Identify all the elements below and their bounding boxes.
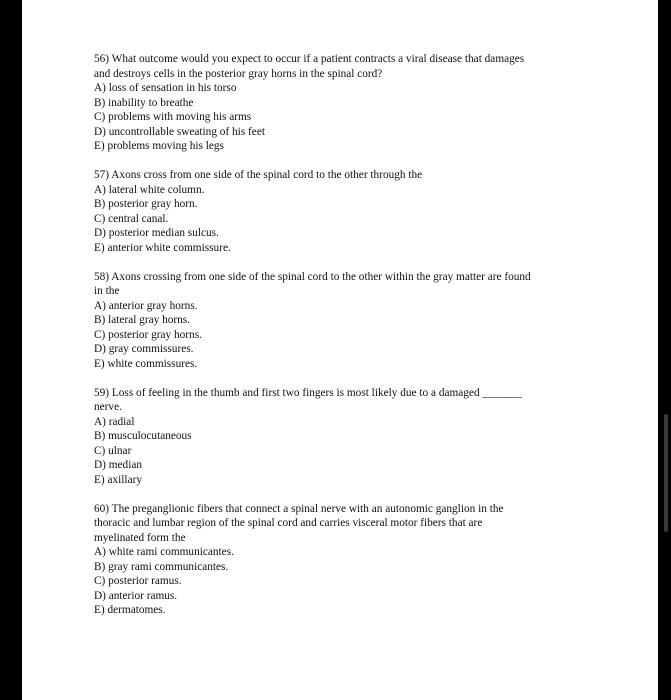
question-58 [94,270,594,372]
question-56 [94,52,594,154]
answer-option: A) anterior gray horns. [94,299,198,312]
question-stem: 57) Axons cross from one side of the spinal cord to the other through the [94,169,423,181]
answer-option: B) inability to breathe [94,96,194,109]
answer-option: D) anterior ramus. [94,589,178,602]
answer-option: B) gray rami communicantes. [94,560,229,573]
answer-option: E) white commissures. [94,357,198,370]
question-stem: 58) Axons crossing from one side of the spinal cord to the other within the gray matter are found in the [94,270,531,297]
answer-option: C) ulnar [94,444,132,457]
answer-option: B) posterior gray horn. [94,198,198,210]
question-57 [94,168,594,255]
question-59 [94,386,594,488]
answer-option: A) lateral white column. [94,183,205,196]
answer-option: A) loss of sensation in his torso [94,82,237,94]
answer-option: B) musculocutaneous [94,430,192,442]
question-stem: 60) The preganglionic fibers that connect a spinal nerve with an autonomic ganglion in the thoracic and lumbar region of the spinal cord and carries visceral motor fibers that are myelinated form the [94,502,504,544]
answer-option: E) problems moving his legs [94,140,224,152]
answer-option: B) lateral gray horns. [94,314,190,326]
answer-option: C) central canal. [94,212,169,225]
answer-option: C) posterior gray horns. [94,328,202,341]
answer-option: D) gray commissures. [94,343,194,355]
answer-option: A) white rami communicantes. [94,546,234,558]
vertical-scrollbar[interactable] [664,414,668,532]
answer-option: D) posterior median sulcus. [94,227,219,239]
answer-option: E) axillary [94,473,142,486]
question-60 [94,502,594,618]
answer-option: D) median [94,459,142,471]
answer-option: C) problems with moving his arms [94,111,252,123]
answer-option: C) posterior ramus. [94,575,182,587]
answer-option: D) uncontrollable sweating of his feet [94,125,265,138]
question-stem: 56) What outcome would you expect to occur if a patient contracts a viral disease that damages and destroys cells in the posterior gray horns in the spinal cord? [94,53,525,80]
question-list [94,52,594,632]
answer-option: E) dermatomes. [94,604,166,616]
answer-option: A) radial [94,415,135,428]
answer-option: E) anterior white commissure. [94,241,231,254]
question-stem: 59) Loss of feeling in the thumb and first two fingers is most likely due to a damaged _______ nerve. [94,386,522,413]
